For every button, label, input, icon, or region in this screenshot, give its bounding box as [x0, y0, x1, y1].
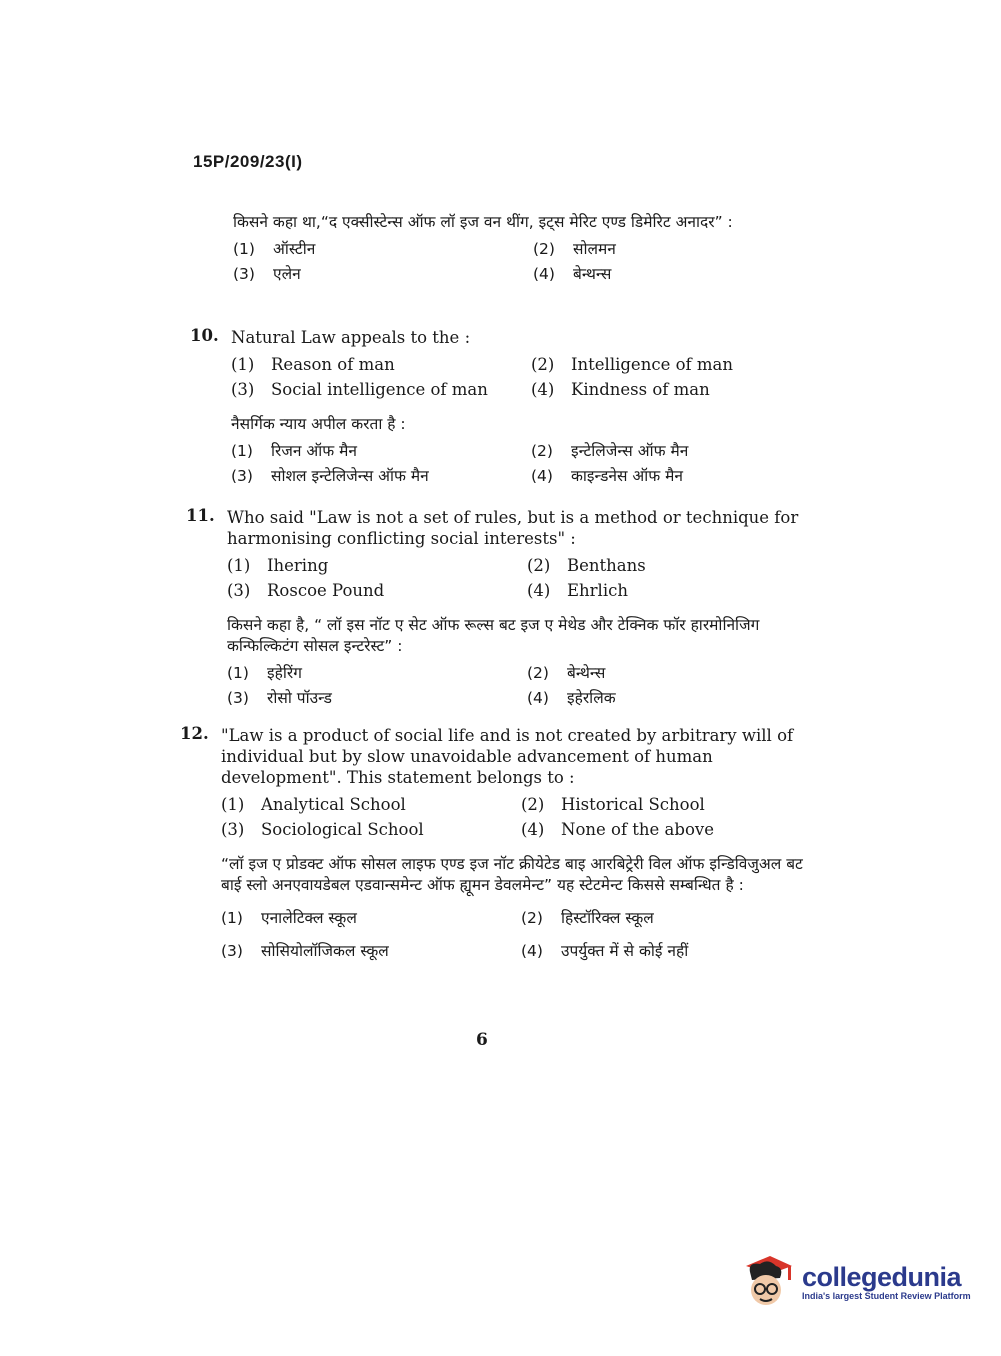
q12-hindi-option-3: (3) सोसियोलॉजिकल स्कूल [221, 942, 389, 960]
q10-text: Natural Law appeals to the : [231, 328, 471, 347]
q10-hindi [231, 414, 821, 487]
q11-hindi-option-2: (2) बेन्थेन्स [527, 664, 606, 682]
q9-hindi-option-4: (4) बेन्थन्स [533, 265, 612, 283]
page-number: 6 [476, 1030, 488, 1050]
q11-option-4: (4) Ehrlich [527, 581, 628, 600]
watermark-tagline: India's largest Student Review Platform [802, 1290, 971, 1301]
q11-hindi-options [227, 663, 817, 709]
q9-hindi-option-3: (3) एलेन [233, 265, 301, 283]
q12-number: 12. [180, 724, 209, 743]
q9-hindi-block [233, 212, 823, 285]
q11-text: Who said "Law is not a set of rules, but is a method or technique for harmonising conflicting social interests" : [227, 508, 799, 548]
q11-options [227, 555, 817, 601]
q10-option-2: (2) Intelligence of man [531, 355, 733, 374]
q11-option-3: (3) Roscoe Pound [227, 581, 385, 600]
q10-option-4: (4) Kindness of man [531, 380, 710, 399]
q12-option-4: (4) None of the above [521, 820, 714, 839]
q10-hindi-options [231, 441, 821, 487]
q12-text: "Law is a product of social life and is not created by arbitrary will of individual but by slow unavoidable advancement of human development". This statement belongs to : [221, 726, 794, 787]
paper-code: 15P/209/23(I) [193, 152, 303, 171]
q10-option-3: (3) Social intelligence of man [231, 380, 488, 399]
q12-option-3: (3) Sociological School [221, 820, 424, 839]
watermark-brand: collegedunia [802, 1261, 962, 1292]
q11-option-2: (2) Benthans [527, 556, 646, 575]
q11-hindi-option-3: (3) रोसो पॉउन्ड [227, 689, 332, 707]
q10-option-1: (1) Reason of man [231, 355, 395, 374]
q12-hindi-text: “लॉ इज ए प्रोडक्ट ऑफ सोसल लाइफ एण्ड इज नॉट क्रीयेटेड बाइ आरबिट्रेरी विल ऑफ इन्डिविजुअल बट बाई स्लो अनएवायडेबल एडवान्समेन्ट ऑफ ह्यूमन डेवलमेन्ट” यह स्टेटमेन्ट किससे सम्बन्धित है : [221, 855, 803, 894]
q10-options [231, 354, 821, 400]
q9-hindi-options [233, 239, 823, 285]
q11-option-1: (1) Ihering [227, 556, 329, 575]
q11-number: 11. [186, 506, 215, 525]
q12-option-2: (2) Historical School [521, 795, 705, 814]
collegedunia-watermark [740, 1252, 971, 1310]
q12-hindi [221, 854, 811, 962]
q9-hindi-text: किसने कहा था,“द एक्सीस्टेन्स ऑफ लॉ इज वन थींग, इट्स मेरिट एण्ड डिमेरिट अनादर” : [233, 213, 733, 231]
q12-options [221, 794, 811, 840]
q9-hindi-option-1: (1) ऑस्टीन [233, 240, 316, 258]
q12-hindi-option-1: (1) एनालेटिक्ल स्कूल [221, 909, 357, 927]
watermark-text [802, 1262, 971, 1301]
q10-hindi-option-3: (3) सोशल इन्टेलिजेन्स ऑफ मैन [231, 467, 429, 485]
q10-number: 10. [190, 326, 219, 345]
q11-hindi [227, 615, 817, 709]
q11-hindi-option-4: (4) इहेरलिक [527, 689, 616, 707]
q12-hindi-option-4: (4) उपर्युक्त में से कोई नहीं [521, 942, 689, 960]
q10-hindi-option-2: (2) इन्टेलिजेन्स ऑफ मैन [531, 442, 689, 460]
q12-hindi-options [221, 908, 811, 962]
q12-hindi-option-2: (2) हिस्टॉरिक्ल स्कूल [521, 909, 654, 927]
graduate-mascot-icon [740, 1252, 794, 1310]
q11-hindi-text: किसने कहा है, “ लॉ इस नॉट ए सेट ऑफ रूल्स बट इज ए मेथेड और टेक्निक फॉर हारमोनिजिग कन्फिल्किटंग सोसल इन्टरेस्ट” : [227, 616, 760, 655]
q11-block [227, 507, 817, 709]
q12-block [221, 725, 811, 962]
q11-hindi-option-1: (1) इहेरिंग [227, 664, 302, 682]
q10-hindi-option-4: (4) काइन्डनेस ऑफ मैन [531, 467, 683, 485]
q9-hindi-option-2: (2) सोलमन [533, 240, 616, 258]
q12-option-1: (1) Analytical School [221, 795, 406, 814]
q10-hindi-option-1: (1) रिजन ऑफ मैन [231, 442, 357, 460]
q10-hindi-text: नैसर्गिक न्याय अपील करता है : [231, 415, 406, 433]
q10-block [231, 327, 821, 487]
